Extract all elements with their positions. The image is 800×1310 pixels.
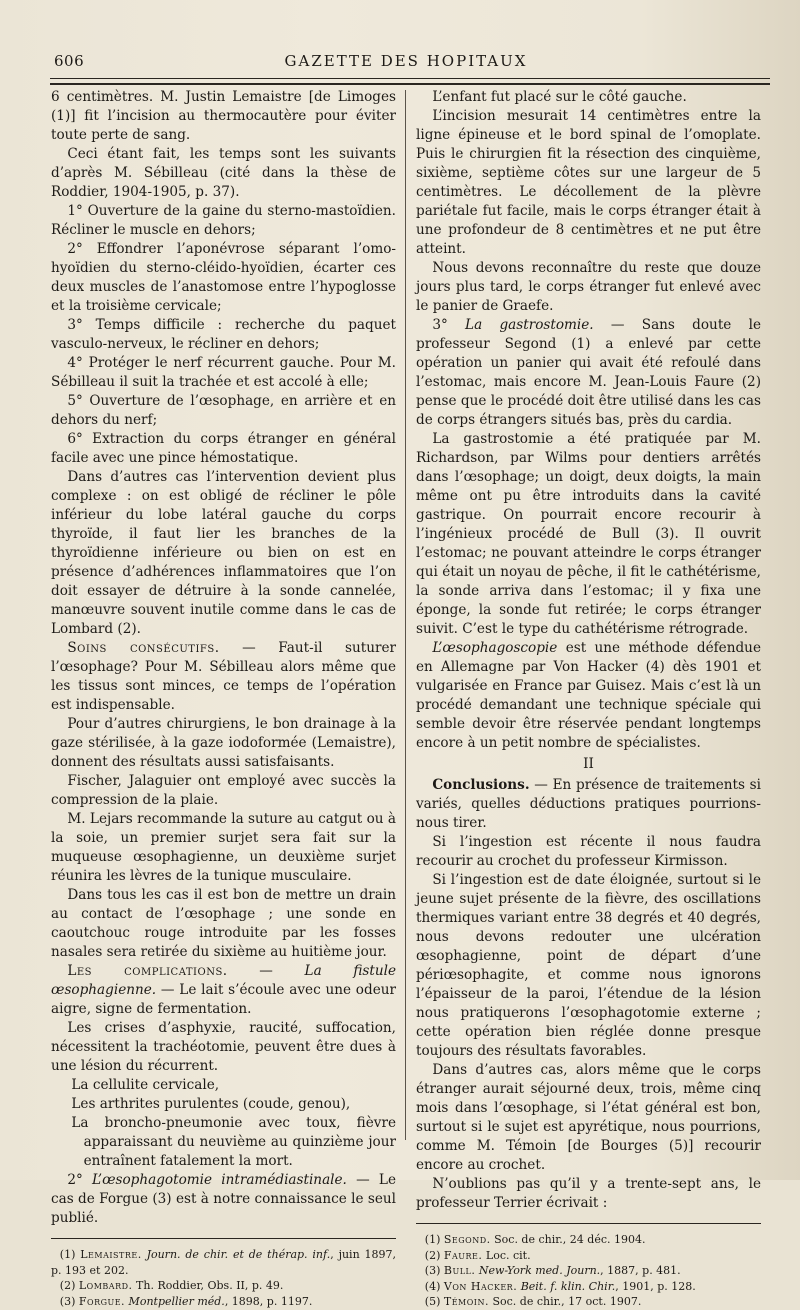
right-column <box>416 88 761 1310</box>
paragraph: Pour d’autres chirurgiens, le bon drainage à la gaze stérilisée, à la gaze iodoformée (Lemaistre), donnent des résultats aussi satisfaisants. <box>51 716 396 770</box>
section-heading: Soins consécutifs. <box>67 640 220 656</box>
paragraph <box>416 776 761 833</box>
footnote-rule <box>416 1223 761 1224</box>
paragraph-text: est une méthode défendue en Allemagne par Von Hacker (4) dès 1901 et vulgarisée en France par Guisez. Mais c’est là un procédé demandant une technique spéciale qui semble devoir être réservée pendant longtemps encore à un petit nombre de spécialistes. <box>416 640 761 751</box>
footnote <box>416 1263 761 1279</box>
paragraph-text: — Le lait s’écoule avec une odeur aigre, signe de fermentation. <box>51 982 396 1017</box>
column-divider <box>405 90 406 1140</box>
paragraph: Les arthrites purulentes (coude, genou), <box>71 1096 351 1112</box>
page-header <box>36 52 776 76</box>
header-rule <box>50 78 770 85</box>
paragraph: La gastrostomie a été pratiquée par M. Richardson, par Wilms pour dentiers arrêtés dans l’œsophage; un doigt, deux doigts, la main même ont pu être introduits dans la cavité gastrique. On pourrait encore recourir à l’ingénieux procédé de Bull (3). Il ouvrit l’estomac; ne pouvant atteindre le corps étranger qui était un noyau de pêche, il fit le cathétérisme, la sonde arriva dans l’estomac; il y fixa une éponge, la sonde fut retirée; le corps étranger suivit. C’est le type du cathétérisme rétrograde. <box>416 431 761 637</box>
paragraph: La cellulite cervicale, <box>71 1077 220 1093</box>
footnote-number: (3) <box>424 1264 444 1277</box>
footnote-rule <box>51 1238 396 1239</box>
footnote-journal: Journ. de chir. et de thérap. inf. <box>141 1248 331 1261</box>
footnote <box>416 1279 761 1295</box>
paragraph: 6 centimètres. M. Justin Lemaistre [de Limoges (1)] fit l’incision au thermocautère pour éviter toute perte de sang. <box>51 89 396 143</box>
paragraph <box>51 962 396 1019</box>
footnote-text: , juin 1897, p. 193 et 202. <box>51 1248 397 1277</box>
paragraph: Fischer, Jalaguier ont employé avec succès la compression de la plaie. <box>51 773 396 808</box>
footnote-journal: Montpellier méd. <box>125 1294 225 1308</box>
footnote <box>51 1294 396 1310</box>
paragraph: Nous devons reconnaître du reste que douze jours plus tard, le corps étranger fut enlevé avec le panier de Graefe. <box>416 260 761 314</box>
paragraph: L’incision mesurait 14 centimètres entre la ligne épineuse et le bord spinal de l’omoplate. Puis le chirurgien fit la résection des cinquième, sixième, septième côtes sur une largeur de 5 centimètres. Le décollement de la plèvre pariétale fut facile, mais le corps étranger était à une profondeur de 8 centimètres et ne put être atteint. <box>416 108 761 257</box>
item-number: 2° <box>67 1172 92 1188</box>
footnote-text: , 1898, p. 1197. <box>224 1294 313 1308</box>
footnotes <box>51 1247 396 1309</box>
paragraph <box>51 639 396 715</box>
paragraph-text: — Le cas de Forgue (3) est à notre connaissance le seul publié. <box>51 1172 396 1226</box>
footnote-author: Témoin. <box>443 1295 489 1308</box>
paragraph: Dans d’autres cas l’intervention devient plus complexe : on est obligé de récliner le pôle inférieur du lobe latéral gauche du corps thyroïde, il faut lier les branches de la thyroïdienne inférieure ou bien on est en présence d’adhérences inflammatoires que l’on doit essayer de détruire à la sonde cannelée, manœuvre souvent inutile comme dans le cas de Lombard (2). <box>51 469 396 637</box>
footnote-text: Soc. de chir., 17 oct. 1907. <box>488 1295 642 1308</box>
paragraph: Les crises d’asphyxie, raucité, suffocation, nécessitent la trachéotomie, peuvent être dues à une lésion du récurrent. <box>51 1020 396 1074</box>
footnote-text: Loc. cit. <box>482 1248 531 1262</box>
footnote-author: Von Hacker. <box>443 1279 518 1293</box>
subheading: La fistule œsophagienne. <box>51 963 396 998</box>
paragraph: Si l’ingestion est de date éloignée, surtout si le jeune sujet présente de la fièvre, des oscillations thermiques variant entre 38 degrés et 40 degrés, nous devons redouter une ulcération œsophagienne, point de départ d’une périœsophagite, et comme nous ignorons l’épaisseur de la paroi, l’étendue de la lésion nous pratiquerons l’œsophagotomie externe ; cette opération bien réglée donne presque toujours des résultats favorables. <box>416 872 761 1059</box>
footnote-number: (2) <box>59 1279 79 1292</box>
section-number: II <box>583 756 594 772</box>
paragraph: La broncho-pneumonie avec toux, fièvre apparaissant du neuvième au quinzième jour entraînent fatalement la mort. <box>71 1115 396 1169</box>
subheading: L’œsophagoscopie <box>432 640 558 656</box>
paragraph-text: — Faut-il suturer l’œsophage? Pour M. Sébilleau alors même que les tissus sont minces, ce temps de l’opération est indispensable. <box>51 640 396 713</box>
footnote-number: (1) <box>59 1248 81 1261</box>
footnote-number: (4) <box>424 1279 444 1293</box>
subheading: La gastrostomie. <box>465 317 594 333</box>
footnote-journal: Beit. f. klin. Chir. <box>517 1279 616 1293</box>
paragraph: 3° Temps difficile : recherche du paquet vasculo-nerveux, le récliner en dehors; <box>51 317 396 352</box>
footnote-author: Forgue. <box>78 1294 126 1308</box>
footnote-text: , 1887, p. 481. <box>600 1264 681 1277</box>
paragraph-text: — Sans doute le professeur Segond (1) a enlevé par cette opération un panier qui avait été refoulé dans l’estomac, mais encore M. Jean-Louis Faure (2) pense que le procédé doit être utilisé dans les cas de corps étrangers situés bas, près du cardia. <box>416 317 761 428</box>
paragraph: Dans tous les cas il est bon de mettre un drain au contact de l’œsophage ; une sonde en caoutchouc rouge introduite par les fosses nasales sera retirée du sixième au huitième jour. <box>51 887 396 960</box>
paragraph: 5° Ouverture de l’œsophage, en arrière et en dehors du nerf; <box>51 393 396 428</box>
paragraph: 6° Extraction du corps étranger en général facile avec une pince hémostatique. <box>51 431 396 466</box>
paragraph-text: — En présence de traitements si variés, quelles déductions pratiques pourrions-nous tirer. <box>416 777 761 831</box>
paragraph: 2° Effondrer l’aponévrose séparant l’omo-hyoïdien du sterno-cléido-hyoïdien, écarter ces deux muscles de l’anastomose entre l’hypoglosse et la troisième cervicale; <box>51 241 396 314</box>
footnote-number: (5) <box>424 1295 444 1308</box>
running-title: GAZETTE DES HOPITAUX <box>284 52 528 70</box>
footnote-number: (2) <box>424 1248 444 1262</box>
paragraph: Si l’ingestion est récente il nous faudra recourir au crochet du professeur Kirmisson. <box>416 834 761 869</box>
footnote <box>51 1247 396 1278</box>
left-column <box>51 88 396 1309</box>
footnote-text: Th. Roddier, Obs. II, p. 49. <box>132 1279 284 1292</box>
paragraph: 1° Ouverture de la gaine du sterno-mastoïdien. Récliner le muscle en dehors; <box>51 203 396 238</box>
paragraph <box>416 639 761 753</box>
paragraph <box>416 316 761 430</box>
footnote <box>51 1278 396 1294</box>
item-number: 3° <box>432 317 466 333</box>
footnote-author: Faure. <box>443 1248 483 1262</box>
paragraph: Ceci étant fait, les temps sont les suivants d’après M. Sébilleau (cité dans la thèse de Roddier, 1904-1905, p. 37). <box>51 146 396 200</box>
section-heading: Les complications. <box>67 963 228 979</box>
footnote-author: Bull. <box>443 1264 476 1277</box>
section-heading: Conclusions. <box>432 777 530 793</box>
footnote-author: Lombard. <box>78 1279 133 1292</box>
paragraph: L’enfant fut placé sur le côté gauche. <box>432 89 687 105</box>
footnote <box>416 1294 761 1310</box>
footnote <box>416 1232 761 1248</box>
paragraph: 4° Protéger le nerf récurrent gauche. Pour M. Sébilleau il suit la trachée et est accolé à elle; <box>51 355 396 390</box>
paragraph: N’oublions pas qu’il y a trente-sept ans, le professeur Terrier écrivait : <box>416 1176 761 1211</box>
footnote-author: Segond. <box>443 1233 491 1246</box>
footnote-text: , 1901, p. 128. <box>615 1279 696 1293</box>
footnote-text: Soc. de chir., 24 déc. 1904. <box>490 1233 646 1246</box>
footnote-author: Lemaistre. <box>80 1248 142 1261</box>
subheading: L’œsophagotomie intramédiastinale. <box>91 1172 347 1188</box>
footnote-number: (1) <box>424 1233 444 1246</box>
footnote-number: (3) <box>59 1294 79 1308</box>
dash: — <box>227 963 305 979</box>
footnotes <box>416 1232 761 1310</box>
footnote-journal: New-York med. Journ. <box>475 1264 601 1277</box>
footnote <box>416 1248 761 1264</box>
page-number: 606 <box>54 52 85 70</box>
paragraph: M. Lejars recommande la suture au catgut ou à la soie, un premier surjet sera fait sur la muqueuse œsophagienne, un deuxième surjet réunira les lèvres de la tunique musculaire. <box>51 811 396 884</box>
paragraph: Dans d’autres cas, alors même que le corps étranger aurait séjourné deux, trois, même cinq mois dans l’œsophage, si l’état général est bon, surtout si le sujet est apyrétique, nous pourrions, comme M. Témoin [de Bourges (5)] recourir encore au crochet. <box>416 1062 761 1173</box>
